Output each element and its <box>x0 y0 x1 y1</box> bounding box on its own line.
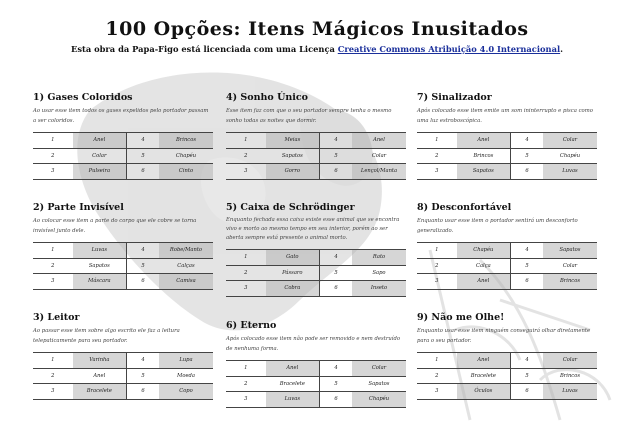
section-title: 9) Não me Olhe! <box>417 312 505 323</box>
item-name: Máscara <box>73 274 127 290</box>
roll-number: 6 <box>320 392 352 408</box>
table-row <box>33 384 213 400</box>
section-description: Esse item faz com que o seu portador sempre tenha o mesmo sonho todas as noites que dormir. <box>226 108 392 124</box>
item-name: Chapéu <box>457 243 511 259</box>
item-name: Anel <box>73 133 127 149</box>
table-row <box>417 133 597 149</box>
table-row <box>417 243 597 259</box>
item-name: Lençol/Manta <box>352 164 406 180</box>
item-name: Chapéu <box>159 148 213 164</box>
item-section <box>33 202 213 290</box>
roll-number: 2 <box>33 368 73 384</box>
table-row <box>33 133 213 149</box>
section-description: Ao passar esse item sobre algo escrito ele faz a leitura telepaticamente para seu portador. <box>33 328 180 344</box>
table-row <box>226 265 406 281</box>
item-name: Brincos <box>543 274 597 290</box>
section-title: 3) Leitor <box>33 312 80 323</box>
roll-number: 4 <box>511 353 543 369</box>
roll-table <box>417 352 597 400</box>
roll-table <box>33 132 213 180</box>
item-name: Sapatos <box>457 164 511 180</box>
roll-number: 5 <box>127 258 159 274</box>
roll-number: 6 <box>127 164 159 180</box>
item-name: Luvas <box>73 243 127 259</box>
section-title: 5) Caixa de Schrödinger <box>226 202 355 213</box>
section-title: 8) Desconfortável <box>417 202 512 213</box>
item-name: Bracelete <box>266 376 320 392</box>
roll-number: 4 <box>511 243 543 259</box>
table-row <box>417 353 597 369</box>
item-section <box>33 312 213 400</box>
roll-number: 2 <box>226 376 266 392</box>
item-name: Anel <box>457 353 511 369</box>
license-notice <box>0 44 634 54</box>
roll-number: 5 <box>127 368 159 384</box>
table-row <box>226 392 406 408</box>
table-row <box>226 376 406 392</box>
item-name: Sapo <box>352 265 406 281</box>
table-row <box>33 258 213 274</box>
table-row <box>33 148 213 164</box>
table-row <box>33 164 213 180</box>
roll-number: 4 <box>127 353 159 369</box>
item-name: Calça <box>457 258 511 274</box>
roll-number: 5 <box>511 368 543 384</box>
table-row <box>226 148 406 164</box>
table-row <box>417 148 597 164</box>
section-title: 1) Gases Coloridos <box>33 92 133 103</box>
roll-table <box>226 132 406 180</box>
item-name: Anel <box>352 133 406 149</box>
roll-number: 3 <box>33 164 73 180</box>
roll-number: 2 <box>226 265 266 281</box>
item-name: Meias <box>266 133 320 149</box>
item-name: Camisa <box>159 274 213 290</box>
item-name: Colar <box>73 148 127 164</box>
section-title: 6) Eterno <box>226 320 277 331</box>
roll-number: 2 <box>417 258 457 274</box>
roll-number: 3 <box>226 281 266 297</box>
item-name: Óculos <box>457 384 511 400</box>
item-name: Robe/Manto <box>159 243 213 259</box>
item-name: Brincos <box>159 133 213 149</box>
item-name: Anel <box>73 368 127 384</box>
roll-number: 3 <box>417 384 457 400</box>
table-row <box>33 243 213 259</box>
item-name: Pássaro <box>266 265 320 281</box>
table-row <box>226 361 406 377</box>
item-name: Colar <box>543 258 597 274</box>
item-section <box>33 92 213 180</box>
roll-number: 2 <box>417 148 457 164</box>
item-name: Moeda <box>159 368 213 384</box>
roll-number: 6 <box>511 384 543 400</box>
roll-number: 5 <box>511 258 543 274</box>
roll-number: 3 <box>226 164 266 180</box>
roll-number: 5 <box>320 376 352 392</box>
roll-number: 6 <box>511 164 543 180</box>
roll-number: 4 <box>320 250 352 266</box>
roll-number: 5 <box>320 265 352 281</box>
roll-number: 2 <box>33 258 73 274</box>
item-name: Inseto <box>352 281 406 297</box>
roll-number: 3 <box>417 274 457 290</box>
item-name: Bracelete <box>457 368 511 384</box>
item-name: Brincos <box>457 148 511 164</box>
table-row <box>417 368 597 384</box>
table-row <box>417 274 597 290</box>
item-name: Anel <box>457 274 511 290</box>
table-row <box>226 164 406 180</box>
item-name: Bracelete <box>73 384 127 400</box>
item-name: Luvas <box>543 384 597 400</box>
item-name: Rato <box>352 250 406 266</box>
roll-number: 4 <box>127 133 159 149</box>
item-section <box>417 312 597 400</box>
roll-number: 1 <box>226 133 266 149</box>
roll-number: 5 <box>127 148 159 164</box>
item-name: Colar <box>352 148 406 164</box>
table-row <box>226 250 406 266</box>
roll-number: 3 <box>226 392 266 408</box>
item-section <box>226 320 406 408</box>
section-title: 7) Sinalizador <box>417 92 492 103</box>
roll-number: 4 <box>320 361 352 377</box>
section-title: 4) Sonho Único <box>226 92 308 103</box>
license-suffix: . <box>560 44 563 54</box>
item-name: Copo <box>159 384 213 400</box>
roll-number: 4 <box>320 133 352 149</box>
item-section <box>417 92 597 180</box>
roll-number: 6 <box>320 281 352 297</box>
item-name: Colar <box>543 353 597 369</box>
item-name: Pulseira <box>73 164 127 180</box>
item-name: Calças <box>159 258 213 274</box>
item-name: Varinha <box>73 353 127 369</box>
roll-table <box>33 242 213 290</box>
roll-number: 1 <box>226 361 266 377</box>
page-header <box>0 18 634 54</box>
section-title: 2) Parte Invisível <box>33 202 124 213</box>
roll-number: 1 <box>417 133 457 149</box>
item-name: Anel <box>457 133 511 149</box>
section-description: Após colocado esse item não pode ser removido e nem destruído de nenhuma forma. <box>226 336 401 352</box>
item-section <box>417 202 597 290</box>
roll-number: 1 <box>417 243 457 259</box>
roll-number: 2 <box>226 148 266 164</box>
item-name: Colar <box>543 133 597 149</box>
license-prefix: Esta obra da Papa-Figo está licenciada com uma Licença <box>71 44 338 54</box>
roll-number: 1 <box>33 353 73 369</box>
roll-number: 6 <box>320 164 352 180</box>
section-description: Ao usar esse item todos os gases expelidos pelo portador passam a ser coloridos. <box>33 108 209 124</box>
roll-number: 5 <box>320 148 352 164</box>
item-name: Gorro <box>266 164 320 180</box>
roll-number: 1 <box>417 353 457 369</box>
roll-table <box>33 352 213 400</box>
item-name: Sapatos <box>543 243 597 259</box>
section-description: Enquanto usar esse item o portador sentirá um desconforto generalizado. <box>417 218 578 234</box>
roll-table <box>226 360 406 408</box>
roll-table <box>417 132 597 180</box>
section-description: Ao colocar esse item a parte do corpo que ele cobre se torna invisível junto dele. <box>33 218 197 234</box>
section-description: Após colocado esse item emite um som ininterrupto e pisca como uma luz estroboscópica. <box>417 108 593 124</box>
item-name: Cinto <box>159 164 213 180</box>
table-row <box>226 133 406 149</box>
roll-number: 2 <box>417 368 457 384</box>
item-name: Sapatos <box>73 258 127 274</box>
roll-number: 3 <box>33 274 73 290</box>
table-row <box>33 353 213 369</box>
section-description: Enquanto usar esse item ninguém conseguirá olhar diretamente para o seu portador. <box>417 328 591 344</box>
item-name: Chapéu <box>543 148 597 164</box>
table-row <box>33 274 213 290</box>
roll-table <box>226 249 406 297</box>
item-name: Luvas <box>266 392 320 408</box>
page-title: 100 Opções: Itens Mágicos Inusitados <box>105 18 529 40</box>
roll-table <box>417 242 597 290</box>
item-name: Sapatos <box>266 148 320 164</box>
roll-number: 1 <box>33 243 73 259</box>
roll-number: 3 <box>33 384 73 400</box>
item-name: Colar <box>352 361 406 377</box>
item-name: Gato <box>266 250 320 266</box>
item-name: Luvas <box>543 164 597 180</box>
table-row <box>33 368 213 384</box>
roll-number: 6 <box>127 384 159 400</box>
item-name: Cobra <box>266 281 320 297</box>
roll-number: 3 <box>417 164 457 180</box>
table-row <box>417 384 597 400</box>
roll-number: 6 <box>511 274 543 290</box>
roll-number: 2 <box>33 148 73 164</box>
item-name: Anel <box>266 361 320 377</box>
table-row <box>226 281 406 297</box>
item-section <box>226 92 406 180</box>
section-description: Enquanto fechada essa caixa existe esse animal que se encontra vivo e morto ao mesmo tempo em seu interior, porém ao ser aberta sempre está presente o animal morto. <box>226 217 400 241</box>
item-name: Sapatos <box>352 376 406 392</box>
table-row <box>417 164 597 180</box>
roll-number: 1 <box>33 133 73 149</box>
roll-number: 6 <box>127 274 159 290</box>
roll-number: 5 <box>511 148 543 164</box>
item-section <box>226 202 406 297</box>
roll-number: 4 <box>127 243 159 259</box>
item-name: Lupa <box>159 353 213 369</box>
license-link[interactable]: Creative Commons Atribuição 4.0 Internacional <box>337 44 561 54</box>
roll-number: 4 <box>511 133 543 149</box>
roll-number: 1 <box>226 250 266 266</box>
item-name: Chapéu <box>352 392 406 408</box>
item-name: Brincos <box>543 368 597 384</box>
table-row <box>417 258 597 274</box>
